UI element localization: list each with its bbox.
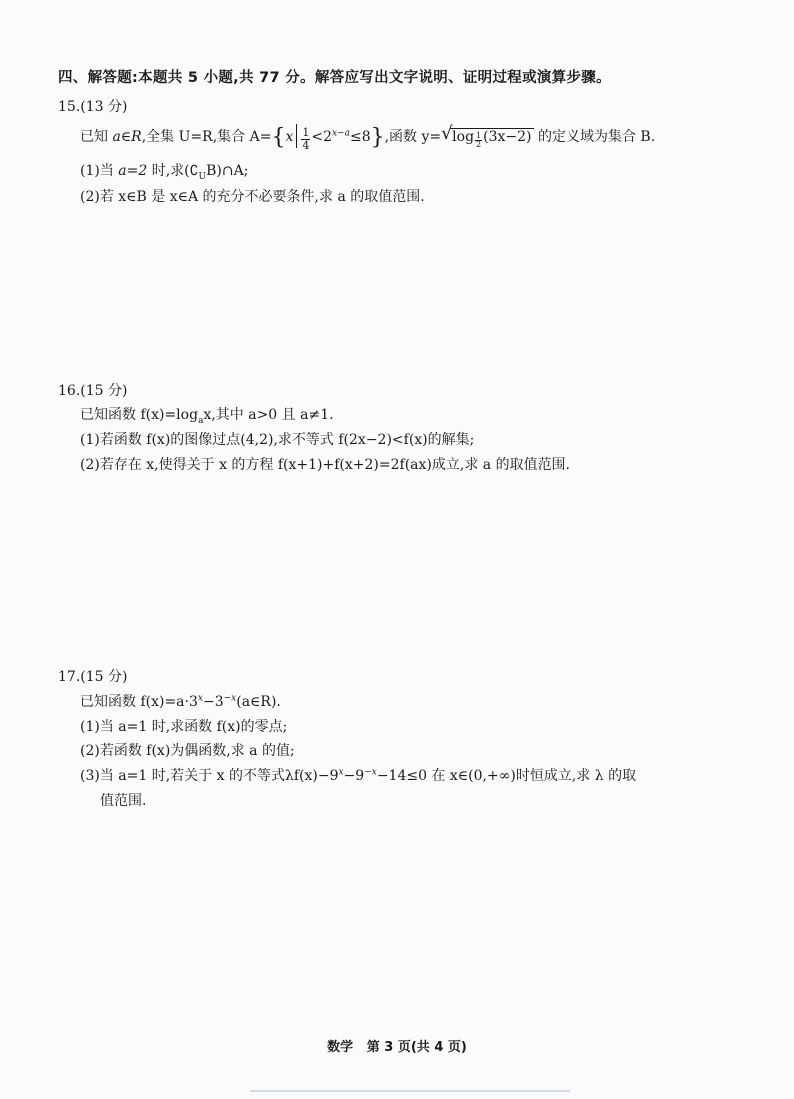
q15-item1: (1)当 a=2 时,求$(∁_UB)\cap A$; [80,163,249,182]
q16-heading: 16.(15 分) [58,383,128,399]
fraction-one-quarter: $\frac{1}{4}$ [302,126,310,152]
set-separator [296,124,297,148]
set-inequality: ≤8 [349,129,371,145]
scan-artifact [250,1090,570,1092]
q17-item1: (1)当 a=1 时,求函数 f(x)的零点; [80,719,288,735]
q17-heading: 17.(15 分) [58,669,128,685]
q17-item2: (2)若函数 f(x)为偶函数,求 a 的值; [80,743,295,759]
q15-stem-text: ,全集 U=R,集合 A= [141,129,272,145]
set-right-brace: } [370,125,385,150]
page-footer [0,1036,794,1055]
square-root: √ log $\frac{1}{2}$ (3x−2) [441,123,532,149]
set-inequality: <2 [311,129,332,145]
footer-page-number: 第 3 页(共 4 页) [366,1040,467,1055]
set-variable: x [285,129,294,145]
q15-item2: (2)若 x∈B 是 x∈A 的充分不必要条件,求 a 的取值范围. [80,189,425,205]
q15-stem-text: 的定义域为集合 B. [533,129,656,145]
q15-stem [80,124,655,152]
section-title: 四、解答题:本题共 5 小题,共 77 分。解答应写出文字说明、证明过程或演算步骤。 [58,70,611,86]
q15-stem-a: a∈R [112,129,142,145]
exponent: x−a [331,128,350,139]
q16-item2: (2)若存在 x,使得关于 x 的方程 f(x+1)+f(x+2)=2f(ax)成立,求 a 的取值范围. [80,457,571,473]
q16-item1: (1)若函数 f(x)的图像过点(4,2),求不等式 f(2x−2)<f(x)的解集; [80,432,475,448]
footer-subject: 数学 [327,1040,354,1055]
log-base-fraction: $\frac{1}{2}$ [476,131,482,149]
q17-item3-continuation: 值范围. [100,793,147,809]
set-left-brace: { [271,125,286,150]
q15-stem-text: ,函数 y= [384,129,442,145]
q17-item3: (3)当 a=1 时,若关于 x 的不等式$\lambda f(x)-9^x-9^{-x}-14\le 0$ 在 x∈(0,+∞)时恒成立,求 λ 的取 [80,767,637,784]
q15-stem-text: 已知 [80,129,113,145]
bleed-through-text: ⠀ [90,232,100,246]
q15-heading: 15.(13 分) [58,99,128,115]
q17-stem: 已知函数 $f(x)=a\cdot 3^x-3^{-x}(a\in R)$. [80,693,281,710]
q16-stem: 已知函数 $f(x)=\log_ax$,其中 a>0 且 a≠1. [80,407,334,426]
